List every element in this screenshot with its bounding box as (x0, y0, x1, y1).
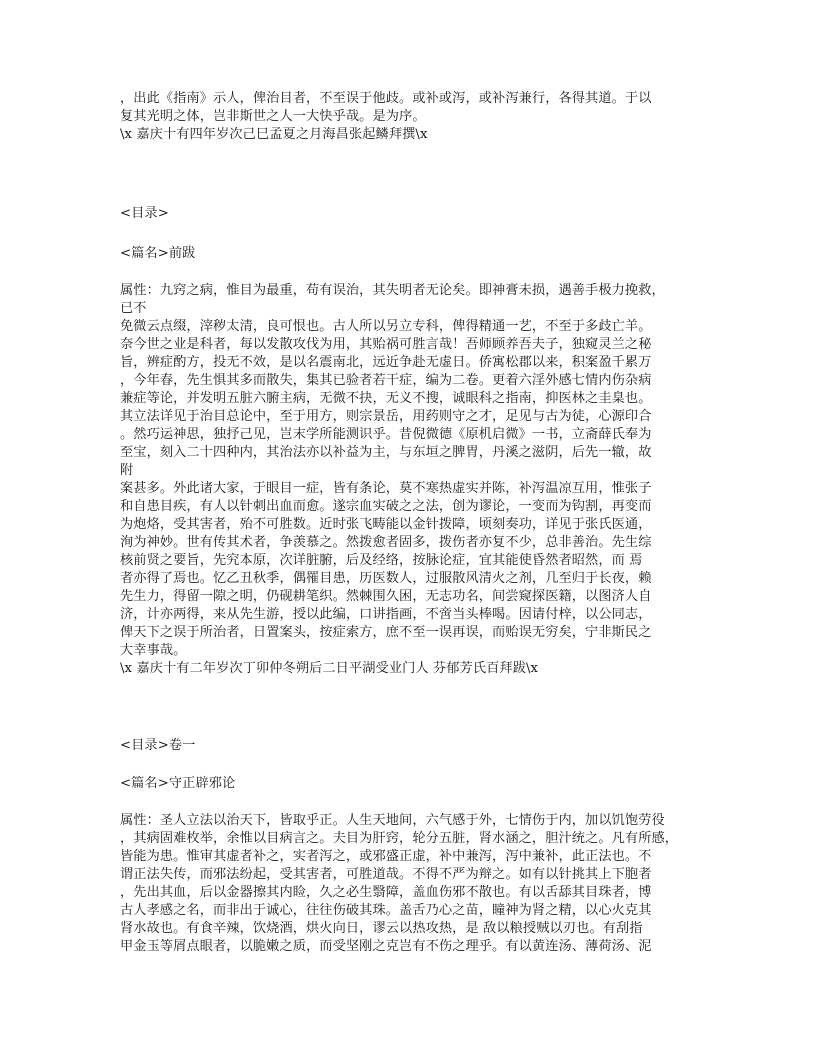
toc-label: <目录> (120, 206, 169, 221)
toc-label: <目录>卷一 (120, 738, 196, 753)
body-line: 至宝，刻入二十四种内，其治法亦以补益为主，与东垣之脾胃，丹溪之滋阴，后先一辙，故 (120, 445, 652, 460)
body-line: 附 (120, 463, 134, 478)
body-line: 属性：圣人立法以治天下，皆取乎正。人生天地间，六气感于外，七情伤于内，加以饥饱劳役 (120, 813, 665, 828)
body-line: 奈今世之业是科者，每以发散攻伐为用，其贻祸可胜言哉！吾师顾养吾夫子，独窥灵兰之秘 (120, 337, 652, 352)
body-line: ，先出其血，后以金器擦其内睑，久之必生翳障，盖血伤邪不散也。有以舌舔其目珠者，博 (120, 885, 652, 900)
body-line: 旨，辨症酌方，投无不效，是以名震南北，远近争赴无虚日。侨寓松郡以来，积案盈千累万 (120, 355, 652, 370)
body-line: 免微云点缀，滓秽太清，良可恨也。古人所以另立专科，俾得精通一艺，不至于多歧亡羊。 (120, 319, 652, 334)
body-line: 古人孝感之名，而非出于诚心，往往伤破其珠。盖舌乃心之苗，瞳神为肾之精，以心火克其 (120, 903, 652, 918)
body-line: 。然巧运神思，独抒己见，岂末学所能测识乎。昔倪微德《原机启微》一书，立斋薛氏奉为 (120, 427, 652, 442)
preface-line: 复其光明之体，岂非斯世之人一大快乎哉。是为序。 (120, 109, 426, 124)
preface-line: ，出此《指南》示人，俾治目者，不至误于他歧。或补或泻，或补泻兼行，各得其道。于以 (120, 91, 652, 106)
body-line: 和自患目疾，有人以针刺出血而愈。遂宗血实破之之法，创为谬论，一变而为钩割，再变而 (120, 499, 652, 514)
body-line: 洵为神妙。世有传其术者，争羡慕之。然拨愈者固多，拨伤者亦复不少，总非善治。先生综 (120, 535, 652, 550)
body-line: 肾水故也。有食辛辣，饮烧酒，烘火向日，谬云以热攻热，是 敌以粮授贼以刃也。有刮指 (120, 921, 643, 936)
section-title: <篇名>前跋 (120, 246, 196, 261)
body-line: 为炮烙，受其害者，殆不可胜数。近时张飞畴能以金针拨障，顷刻奏功，详见于张氏医通， (120, 517, 652, 532)
body-line: 属性：九窍之病，惟目为最重，苟有误治，其失明者无论矣。即神膏未损，遇善手极力挽救， (120, 283, 665, 298)
body-line: 济，计亦两得，来从先生游，授以此编，口讲指画，不啻当头棒喝。因请付梓，以公同志， (120, 607, 652, 622)
body-line: 已不 (120, 301, 147, 316)
body-line: ，今年春，先生惧其多而散失，集其已验者若干症，编为二卷。更着六淫外感七情内伤杂病 (120, 373, 652, 388)
postscript-signature: \x 嘉庆十有二年岁次丁卯仲冬朔后二日平湖受业门人 芬郁芳氏百拜跋\x (120, 661, 539, 676)
body-line: ，其病固难枚举，余惟以目病言之。夫目为肝窍，轮分五脏，肾水涵之，胆汁统之。凡有所感， (120, 831, 679, 846)
section-title: <篇名>守正辟邪论 (120, 776, 236, 791)
body-line: 甲金玉等屑点眼者，以脆嫩之质，而受坚刚之克岂有不伤之理乎。有以黄连汤、薄荷汤、泥 (120, 939, 652, 954)
preface-signature: \x 嘉庆十有四年岁次己巳孟夏之月海昌张起鳞拜撰\x (120, 127, 428, 142)
body-line: 核前贤之要旨，先究本原，次详脏腑，后及经络，按脉论症，宜其能使昏然者昭然，而 焉 (120, 553, 643, 568)
body-line: 兼症等论，并发明五脏六腑主病，无微不抉，无义不搜，诚眼科之指南，抑医林之圭臬也。 (120, 391, 652, 406)
body-line: 其立法详见于治目总论中，至于用方，则宗景岳，用药则守之才，足见与古为徒，心源印合 (120, 409, 652, 424)
body-line: 谓正法失传，而邪法纷起，受其害者，可胜道哉。不得不严为辩之。如有以针挑其上下胞者 (120, 867, 652, 882)
body-line: 大幸事哉。 (120, 643, 187, 658)
body-line: 者亦得了焉也。忆乙丑秋季，偶罹目患，历医数人，过服散风清火之剂，几至归于长夜，赖 (120, 571, 652, 586)
body-line: 先生力，得留一隙之明，仍砚耕笔织。然棘围久困，无志功名，间尝窥探医籍，以图济人自 (120, 589, 652, 604)
body-line: 皆能为患。惟审其虚者补之，实者泻之，或邪盛正虚，补中兼泻，泻中兼补，此正法也。不 (120, 849, 652, 864)
body-line: 俾天下之误于所治者，日置案头，按症索方，庶不至一误再误，而贻误无穷矣，宁非斯民之 (120, 625, 652, 640)
body-line: 案甚多。外此诸大家，于眼目一症，皆有条论，莫不寒热虚实并陈，补泻温凉互用，惟张子 (120, 481, 652, 496)
